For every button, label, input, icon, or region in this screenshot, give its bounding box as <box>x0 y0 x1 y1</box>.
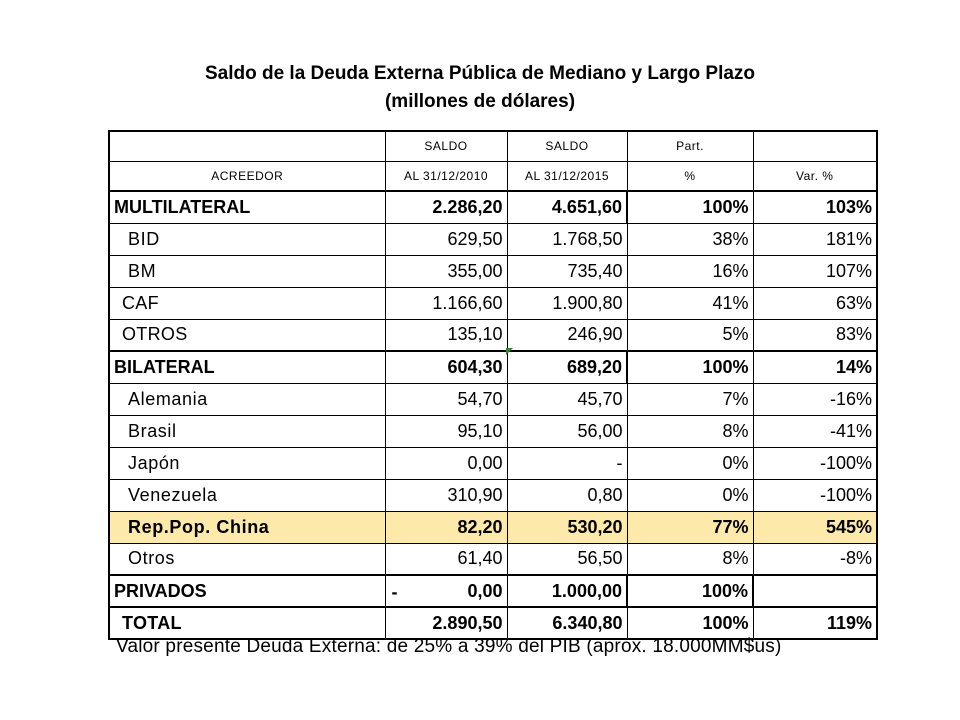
table-row <box>109 223 877 255</box>
row-label: Japón <box>109 447 385 479</box>
cell-2015: 1.900,80 <box>507 287 627 319</box>
cell-var: -8% <box>753 543 877 575</box>
cell-var: 119% <box>753 607 877 639</box>
cell-2010: 54,70 <box>385 383 507 415</box>
table-row <box>109 191 877 223</box>
cell-part: 100% <box>627 191 753 223</box>
comment-marker-icon <box>506 348 513 355</box>
cell-2015: 56,00 <box>507 415 627 447</box>
cell-2015: 1.768,50 <box>507 223 627 255</box>
cell-var: 83% <box>753 319 877 351</box>
cell-part: 7% <box>627 383 753 415</box>
table-row <box>109 479 877 511</box>
table-row <box>109 255 877 287</box>
cell-var: 103% <box>753 191 877 223</box>
cell-var: 107% <box>753 255 877 287</box>
table-row <box>109 415 877 447</box>
cell-var: 14% <box>753 351 877 383</box>
cell-var: 63% <box>753 287 877 319</box>
header-cell: SALDO <box>385 131 507 161</box>
table-row <box>109 319 877 351</box>
cell-var <box>753 575 877 607</box>
cell-part: 8% <box>627 415 753 447</box>
header-cell: SALDO <box>507 131 627 161</box>
cell-2015: 0,80 <box>507 479 627 511</box>
cell-part: 77% <box>627 511 753 543</box>
row-label: BID <box>109 223 385 255</box>
cell-value: 0,00 <box>467 580 503 601</box>
cell-prefix: - <box>391 582 398 602</box>
header-row-2 <box>109 161 877 191</box>
row-label: Alemania <box>109 383 385 415</box>
cell-2010: 310,90 <box>385 479 507 511</box>
table-row <box>109 351 877 383</box>
header-cell: Var. % <box>753 161 877 191</box>
table-title: Saldo de la Deuda Externa Pública de Mediano y Largo Plazo <box>204 63 756 84</box>
header-cell: ACREEDOR <box>109 161 385 191</box>
header-row-1 <box>109 131 877 161</box>
cell-2010: 2.890,50 <box>385 607 507 639</box>
cell-2010: 2.286,20 <box>385 191 507 223</box>
cell-2010: 0,00 <box>385 447 507 479</box>
table-row <box>109 575 877 607</box>
table-row <box>109 447 877 479</box>
table-row-total <box>109 607 877 639</box>
cell-part: 100% <box>627 351 753 383</box>
cell-part: 41% <box>627 287 753 319</box>
debt-table-container <box>108 130 876 640</box>
cell-2015: 735,40 <box>507 255 627 287</box>
cell-2010: 604,30 <box>385 351 507 383</box>
row-label: BILATERAL <box>109 351 385 383</box>
table-row-highlighted <box>109 511 877 543</box>
cell-var: -41% <box>753 415 877 447</box>
cell-part: 0% <box>627 447 753 479</box>
cell-2015: 246,90 <box>507 319 627 351</box>
cell-var: 545% <box>753 511 877 543</box>
header-cell: % <box>627 161 753 191</box>
cell-2010: 95,10 <box>385 415 507 447</box>
cell-2010: 82,20 <box>385 511 507 543</box>
cell-var: -16% <box>753 383 877 415</box>
row-label: MULTILATERAL <box>109 191 385 223</box>
cell-part: 16% <box>627 255 753 287</box>
cell-var: 181% <box>753 223 877 255</box>
table-row <box>109 287 877 319</box>
cell-2015: - <box>507 447 627 479</box>
cell-2010: 61,40 <box>385 543 507 575</box>
header-cell <box>109 131 385 161</box>
row-label: BM <box>109 255 385 287</box>
cell-2010: 629,50 <box>385 223 507 255</box>
row-label: TOTAL <box>109 607 385 639</box>
cell-part: 8% <box>627 543 753 575</box>
header-cell <box>753 131 877 161</box>
row-label: PRIVADOS <box>109 575 385 607</box>
cell-2010: 135,10 <box>385 319 507 351</box>
cell-2010 <box>385 575 507 607</box>
footer-note: Valor presente Deuda Externa: de 25% a 39% del PIB (aprox. 18.000MM$us) <box>116 636 782 657</box>
header-cell: Part. <box>627 131 753 161</box>
cell-part: 38% <box>627 223 753 255</box>
debt-table <box>108 130 878 640</box>
cell-2015: 6.340,80 <box>507 607 627 639</box>
row-label: Rep.Pop. China <box>109 511 385 543</box>
cell-var: -100% <box>753 447 877 479</box>
row-label: Venezuela <box>109 479 385 511</box>
cell-var: -100% <box>753 479 877 511</box>
table-subtitle: (millones de dólares) <box>384 91 576 112</box>
table-row <box>109 543 877 575</box>
cell-2015: 530,20 <box>507 511 627 543</box>
cell-2015: 56,50 <box>507 543 627 575</box>
row-label: OTROS <box>109 319 385 351</box>
row-label: CAF <box>109 287 385 319</box>
cell-2015: 4.651,60 <box>507 191 627 223</box>
cell-2015: 45,70 <box>507 383 627 415</box>
cell-part: 100% <box>627 575 753 607</box>
row-label: Otros <box>109 543 385 575</box>
cell-2015: 1.000,00 <box>507 575 627 607</box>
cell-2010: 1.166,60 <box>385 287 507 319</box>
header-cell: AL 31/12/2010 <box>385 161 507 191</box>
cell-2015: 689,20 <box>507 351 627 383</box>
cell-part: 5% <box>627 319 753 351</box>
cell-2010: 355,00 <box>385 255 507 287</box>
cell-part: 100% <box>627 607 753 639</box>
table-row <box>109 383 877 415</box>
header-cell: AL 31/12/2015 <box>507 161 627 191</box>
cell-part: 0% <box>627 479 753 511</box>
row-label: Brasil <box>109 415 385 447</box>
